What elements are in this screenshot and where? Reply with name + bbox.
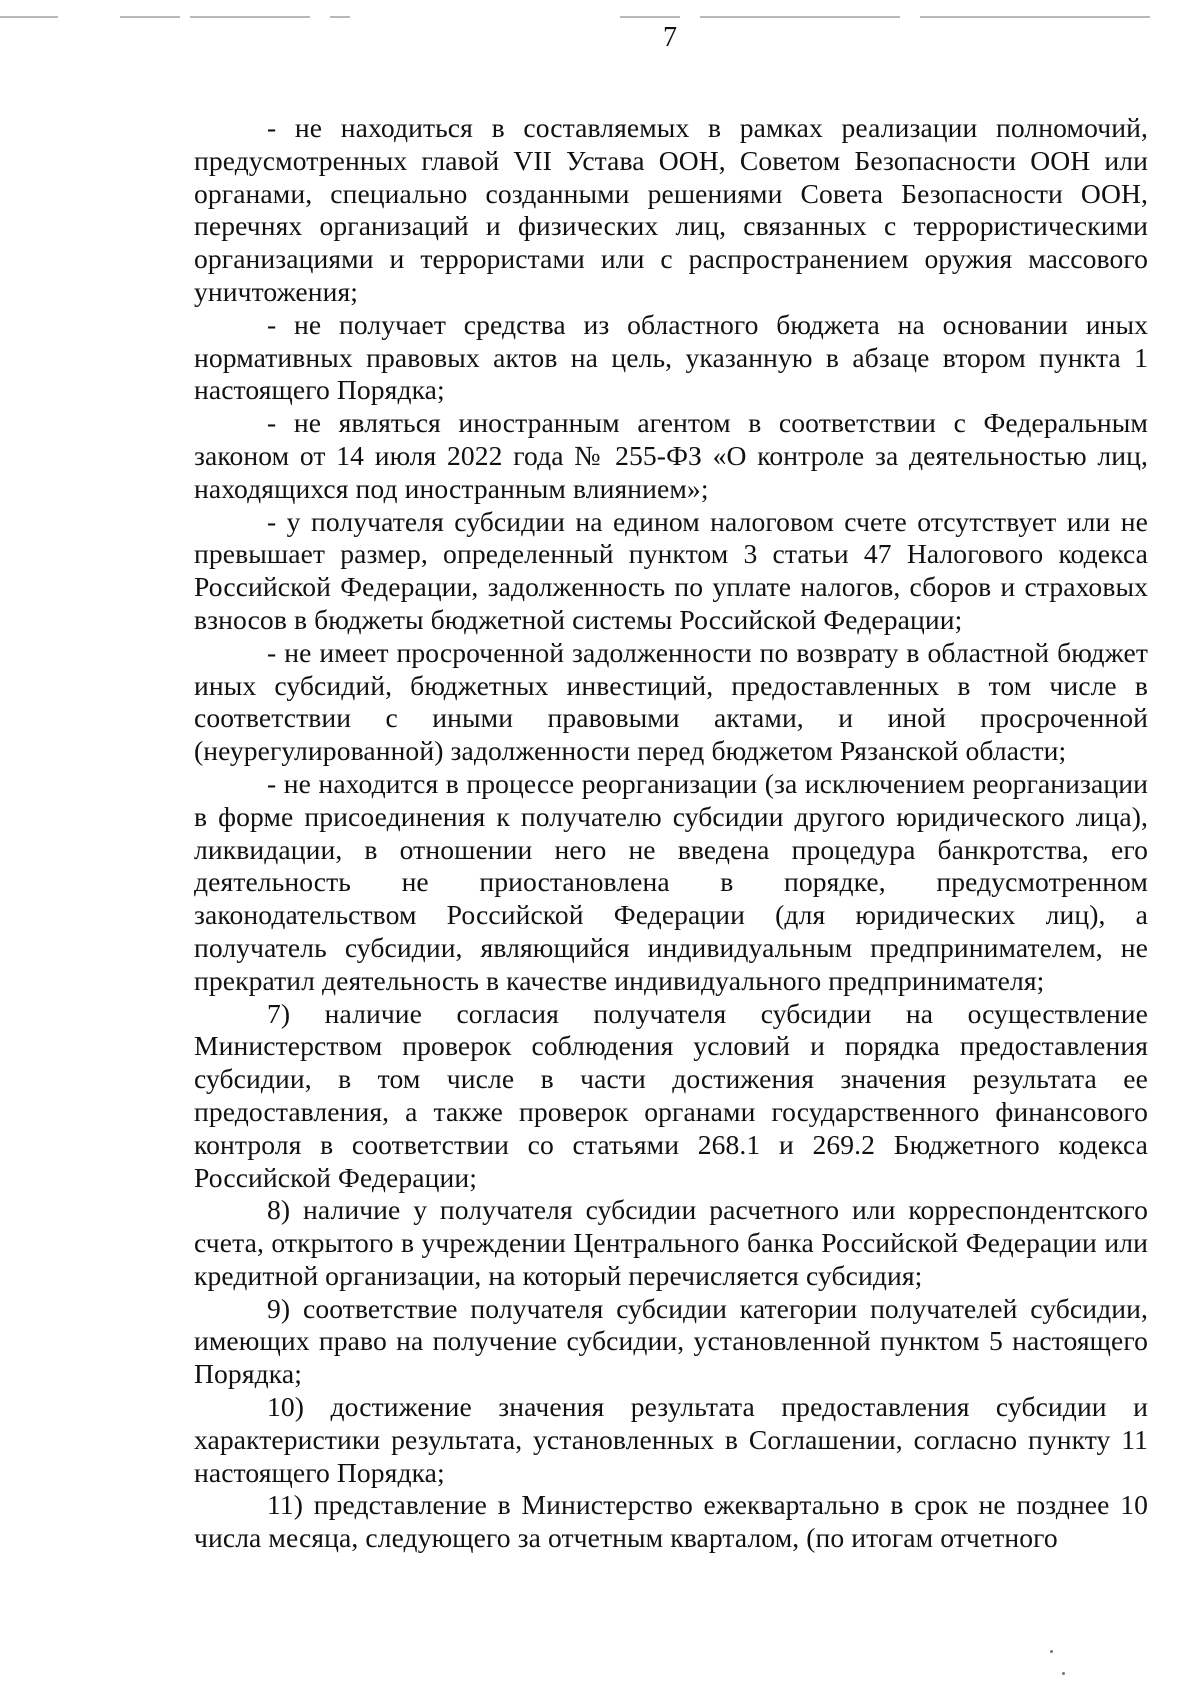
paragraph-tax-debt: - у получателя субсидии на едином налоговом счете отсутствует или не превышает размер, определенный пунктом 3 статьи 47 Налогового кодекса Российской Федерации, задолженность по уплате налогов, сборов и страховых взносов в бюджеты бюджетной системы Российской Федерации; — [194, 505, 1148, 635]
paragraph-reorganization: - не находится в процессе реорганизации (за исключением реорганизации в форме присоединения к получателю субсидии другого юридического лица), ликвидации, в отношении него не введена процедура банкротства, его деятельность не приостановлена в порядке, предусмотренном законодательством Российской Федерации (для юридических лиц), а получатель субсидии, являющийся индивидуальным предпринимателем, не прекратил деятельность в качестве индивидуального предпринимателя; — [194, 767, 1148, 996]
paragraph-item-11: 11) представление в Министерство ежеквартально в срок не позднее 10 числа месяца, следующего за отчетным кварталом, (по итогам отчетного — [194, 1489, 1148, 1554]
paragraph-item-9: 9) соответствие получателя субсидии категории получателей субсидии, имеющих право на получение субсидии, установленной пунктом 5 настоящего Порядка; — [194, 1292, 1148, 1390]
paragraph-item-7: 7) наличие согласия получателя субсидии на осуществление Министерством проверок соблюдения условий и порядка предоставления субсидии, в том числе в части достижения значения результата ее предоставления, а также проверок органами государственного финансового контроля в соответствии со статьями 268.1 и 269.2 Бюджетного кодекса Российской Федерации; — [194, 997, 1148, 1193]
scan-speck — [1050, 1650, 1053, 1653]
paragraph-no-other-funds: - не получает средства из областного бюджета на основании иных нормативных правовых актов на цель, указанную в абзаце втором пункта 1 настоящего Порядка; — [194, 308, 1148, 406]
page-number: 7 — [663, 22, 677, 53]
paragraph-not-in-un-lists: - не находиться в составляемых в рамках реализации полномочий, предусмотренных главой VII Устава ООН, Советом Безопасности ООН или органами, специально созданными решениями Совета Безопасности ООН, перечнях организаций и физических лиц, связанных с террористическими организациями и террористами или с распространением оружия массового уничтожения; — [194, 112, 1148, 307]
scan-speck — [1062, 1672, 1065, 1675]
paragraph-not-foreign-agent: - не являться иностранным агентом в соответствии с Федеральным законом от 14 июля 2022 года № 255-ФЗ «О контроле за деятельностью лиц, находящихся под иностранным влиянием»; — [194, 407, 1148, 504]
paragraph-item-8: 8) наличие у получателя субсидии расчетного или корреспондентского счета, открытого в учреждении Центрального банка Российской Федерации или кредитной организации, на который перечисляется субсидия; — [194, 1194, 1148, 1291]
paragraph-item-10: 10) достижение значения результата предоставления субсидии и характеристики результата, установленных в Соглашении, согласно пункту 11 настоящего Порядка; — [194, 1391, 1148, 1488]
document-body — [194, 112, 1148, 1555]
paragraph-overdue-debt: - не имеет просроченной задолженности по возврату в областной бюджет иных субсидий, бюджетных инвестиций, предоставленных в том числе в соответствии с иными правовыми актами, и иной просроченной (неурегулированной) задолженности перед бюджетом Рязанской области; — [194, 636, 1148, 767]
